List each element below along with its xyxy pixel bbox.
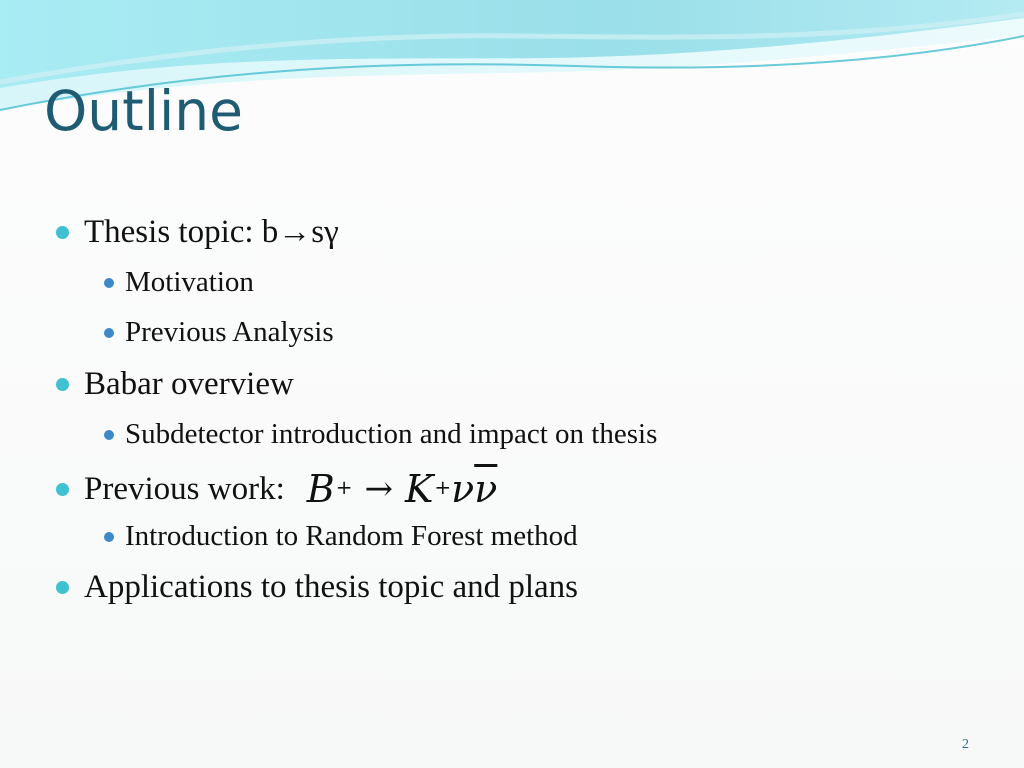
subbullet-item-motivation xyxy=(104,266,254,299)
bullet-text: Babar overview xyxy=(84,366,294,402)
subbullet-item-subdetector xyxy=(104,418,657,451)
bullet-item-applications xyxy=(56,569,578,606)
formula-initial-particle: B xyxy=(306,467,335,511)
formula-neutrino: ν xyxy=(451,467,475,511)
subbullet-point-icon xyxy=(104,328,114,338)
subbullet-text: Subdetector introduction and impact on thesis xyxy=(125,418,658,450)
formula-arrow: → xyxy=(364,469,393,509)
slide-title: Outline xyxy=(44,79,243,143)
page-number: 2 xyxy=(962,737,969,752)
bullet-text: Thesis topic: b→sγ xyxy=(84,214,339,250)
subbullet-text: Motivation xyxy=(125,266,254,298)
bullet-text: Previous work: xyxy=(84,470,285,507)
subbullet-point-icon xyxy=(104,430,114,440)
subbullet-point-icon xyxy=(104,278,114,288)
decay-formula xyxy=(307,467,498,511)
formula-final-charge: + xyxy=(434,475,452,499)
subbullet-point-icon xyxy=(104,532,114,542)
bullet-text: Applications to thesis topic and plans xyxy=(84,569,579,605)
bullet-item-previous-work xyxy=(56,467,497,511)
bullet-item-thesis-topic xyxy=(56,214,339,251)
subbullet-item-random-forest xyxy=(104,520,578,553)
bullet-point-icon xyxy=(56,483,69,496)
bullet-item-babar-overview xyxy=(56,366,294,403)
bullet-point-icon xyxy=(56,378,69,391)
subbullet-item-previous-analysis xyxy=(104,316,334,349)
formula-final-particle: K xyxy=(404,467,434,511)
formula-initial-charge: + xyxy=(335,475,353,499)
subbullet-text: Introduction to Random Forest method xyxy=(125,520,578,552)
bullet-point-icon xyxy=(56,226,69,239)
formula-antineutrino: $\overline{\nu}$ xyxy=(474,467,498,511)
bullet-point-icon xyxy=(56,581,69,594)
subbullet-text: Previous Analysis xyxy=(125,316,334,348)
